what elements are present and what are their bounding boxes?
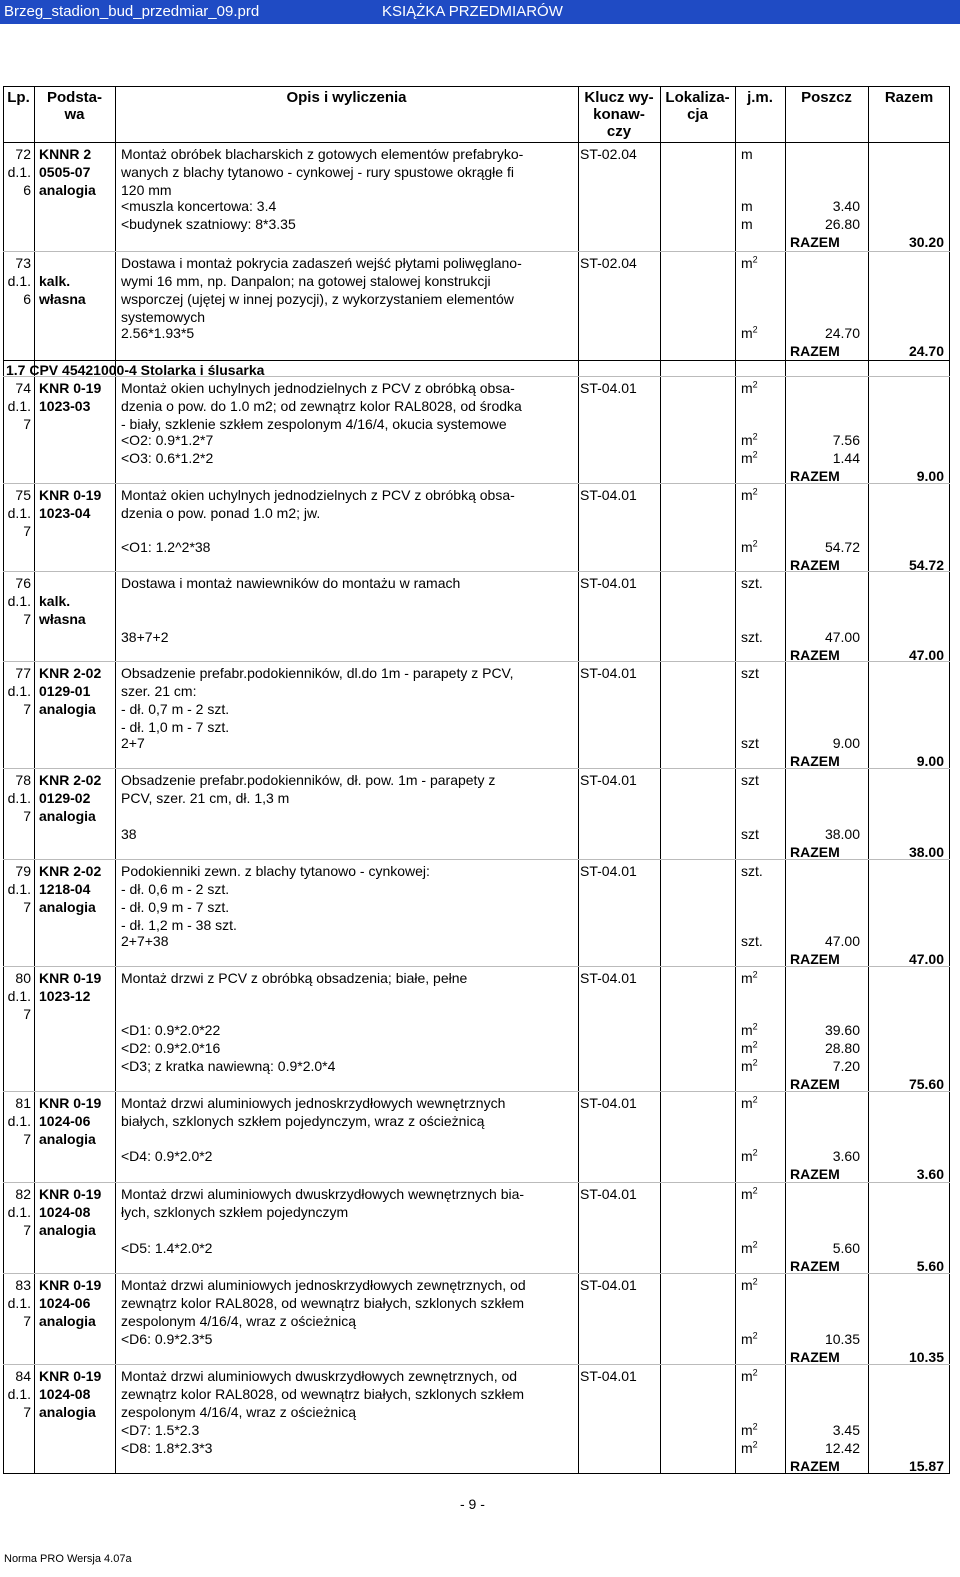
unit: $m^2$ [741,486,758,503]
item-key: ST-02.04 [580,146,637,162]
item-description: Obsadzenie prefabr.podokienników, dł. pow. 1m - parapety z PCV, szer. 21 cm, dł. 1,3 m [121,772,496,806]
header-razem: Razem [884,89,934,106]
footer-version: Norma PRO Wersja 4.07a [4,1553,132,1565]
header-poszcz: Poszcz [801,89,852,106]
item-basis: kalk. własna [39,593,86,627]
item-description: Montaż drzwi aluminiowych jednoskrzydłowych wewnętrznych białych, szklonych szkłem pojedynczym, wraz z ościeżnicą [121,1095,506,1129]
partial-quantity: 47.00 [824,933,860,949]
unit: szt [741,665,759,681]
item-description: Dostawa i montaż pokrycia zadaszeń wejść płytami poliwęglano- wymi 16 mm, np. Danpalon; na gotowej stalowej konstrukcji wsporczej (ujętej w innej pozycji), z wykorzystaniem elementów systemowych [121,255,522,325]
total-value: 15.87 [908,1458,944,1474]
unit: szt. [741,629,763,645]
col-divider [785,86,786,1474]
unit: $m^2$ [741,1057,758,1074]
item-key: ST-04.01 [580,970,637,986]
unit: szt [741,735,759,751]
total-value: 3.60 [916,1166,944,1182]
item-key: ST-04.01 [580,487,637,503]
partial-quantity: 38.00 [824,826,860,842]
item-key: ST-04.01 [580,380,637,396]
total-value: 47.00 [908,951,944,967]
total-label: RAZEM [790,844,840,860]
unit: szt. [741,863,763,879]
header-klucz: Klucz wy- konaw- czy [584,89,654,140]
item-description: 38+7+2 [121,629,169,645]
unit: $m^2$ [741,324,758,341]
row-divider [3,1091,950,1092]
total-value: 75.60 [908,1076,944,1092]
total-value: 30.20 [908,234,944,250]
total-label: RAZEM [790,1258,840,1274]
total-label: RAZEM [790,343,840,359]
item-number: 80 d.1. 7 [7,970,31,1022]
row-divider [3,1273,950,1274]
partial-quantity: 9.00 [832,735,860,751]
unit: szt [741,826,759,842]
unit: $m^2$ [741,1185,758,1202]
row-divider [3,1182,950,1183]
header-divider [3,142,950,143]
document-title: KSIĄŻKA PRZEDMIARÓW [382,3,563,20]
item-basis: KNR 2-02 1218-04 analogia [39,863,102,915]
col-divider [578,86,579,1474]
header-lokalizacja: Lokaliza- cja [665,89,730,123]
item-number: 79 d.1. 7 [7,863,31,915]
total-label: RAZEM [790,753,840,769]
unit: $m^2$ [741,1021,758,1038]
partial-quantity: 54.72 [824,539,860,555]
total-value: 9.00 [916,753,944,769]
item-description: <D7: 1.5*2.3 [121,1422,200,1438]
col-divider [34,86,35,1474]
item-basis: KNR 2-02 0129-01 analogia [39,665,102,717]
total-label: RAZEM [790,1166,840,1182]
total-value: 38.00 [908,844,944,860]
partial-quantity: 5.60 [832,1240,860,1256]
total-value: 24.70 [908,343,944,359]
item-number: 78 d.1. 7 [7,772,31,824]
item-description: <budynek szatniowy: 8*3.35 [121,216,296,232]
total-value: 9.00 [916,468,944,484]
item-description: Montaż drzwi aluminiowych dwuskrzydłowych zewnętrznych, od zewnątrz kolor RAL8028, od wewnątrz białych, szklonych szkłem zespolonym 4/16/4, wraz z ościeżnicą [121,1368,525,1420]
col-divider [735,86,736,1474]
unit: szt. [741,575,763,591]
header-opis: Opis i wyliczenia [286,89,407,106]
partial-quantity: 7.56 [832,432,860,448]
total-label: RAZEM [790,951,840,967]
unit: $m^2$ [741,1439,758,1456]
total-label: RAZEM [790,557,840,573]
item-description: <D5: 1.4*2.0*2 [121,1240,213,1256]
header-lp: Lp. [7,89,30,106]
item-description: Montaż drzwi aluminiowych jednoskrzydłowych zewnętrznych, od zewnątrz kolor RAL8028, od wewnątrz białych, szklonych szkłem zespolonym 4/16/4, wraz z ościeżnicą [121,1277,526,1329]
item-basis: KNR 0-19 1023-04 [39,487,102,521]
partial-quantity: 1.44 [832,450,860,466]
item-key: ST-04.01 [580,863,637,879]
item-number: 84 d.1. 7 [7,1368,31,1420]
item-description: 38 [121,826,137,842]
header-jm: j.m. [747,89,773,106]
unit: szt. [741,933,763,949]
item-description: <D4: 0.9*2.0*2 [121,1148,213,1164]
item-description: <muszla koncertowa: 3.4 [121,198,277,214]
item-number: 74 d.1. 7 [7,380,31,432]
partial-quantity: 47.00 [824,629,860,645]
item-description: Obsadzenie prefabr.podokienników, dl.do 1m - parapety z PCV, szer. 21 cm: - dł. 0,7 m - 2 szt. - dł. 1,0 m - 7 szt. [121,665,514,735]
item-description: <O2: 0.9*1.2*7 [121,432,214,448]
item-description: 2.56*1.93*5 [121,325,195,341]
row-divider [3,483,950,484]
item-basis: KNR 0-19 1024-08 analogia [39,1186,102,1238]
item-description: Montaż okien uchylnych jednodzielnych z PCV z obróbką obsa- dzenia o pow. ponad 1.0 m2; jw. [121,487,515,521]
item-description: <O3: 0.6*1.2*2 [121,450,214,466]
item-number: 73 d.1. 6 [7,255,31,307]
partial-quantity: 24.70 [824,325,860,341]
unit: $m^2$ [741,1276,758,1293]
page-number: - 9 - [460,1496,485,1512]
row-divider [3,571,950,572]
unit: $m^2$ [741,254,758,271]
partial-quantity: 7.20 [832,1058,860,1074]
partial-quantity: 3.60 [832,1148,860,1164]
unit: $m^2$ [741,1039,758,1056]
partial-quantity: 28.80 [824,1040,860,1056]
item-description: Montaż okien uchylnych jednodzielnych z PCV z obróbką obsa- dzenia o pow. do 1.0 m2; od zewnątrz kolor RAL8028, od środka - biały, szklenie szkłem zespolonym 4/16/4, okucia systemowe [121,380,522,432]
item-description: <D1: 0.9*2.0*22 [121,1022,221,1038]
item-description: <D3; z kratka nawiewną: 0.9*2.0*4 [121,1058,336,1074]
item-description: Montaż drzwi aluminiowych dwuskrzydłowych wewnętrznych bia- łych, szklonych szkłem pojedynczym [121,1186,525,1220]
row-divider [3,1364,950,1365]
unit: $m^2$ [741,449,758,466]
item-key: ST-04.01 [580,772,637,788]
row-divider [3,251,950,252]
total-label: RAZEM [790,234,840,250]
item-key: ST-02.04 [580,255,637,271]
item-basis: KNR 0-19 1023-03 [39,380,102,414]
unit: m [741,216,753,232]
item-number: 81 d.1. 7 [7,1095,31,1147]
section-heading: 1.7 CPV 45421000-4 Stolarka i ślusarka [6,362,265,378]
col-divider [660,86,661,1474]
total-value: 10.35 [908,1349,944,1365]
item-basis: KNNR 2 0505-07 analogia [39,146,96,198]
total-value: 47.00 [908,647,944,663]
row-divider [3,966,950,967]
partial-quantity: 12.42 [824,1440,860,1456]
item-number: 76 d.1. 7 [7,575,31,627]
unit: $m^2$ [741,1094,758,1111]
item-number: 77 d.1. 7 [7,665,31,717]
item-basis: KNR 0-19 1024-06 analogia [39,1277,102,1329]
item-key: ST-04.01 [580,1368,637,1384]
unit: m [741,146,753,162]
total-label: RAZEM [790,1076,840,1092]
partial-quantity: 3.40 [832,198,860,214]
header-podstawa: Podsta- wa [46,89,102,123]
item-basis: KNR 0-19 1023-12 [39,970,102,1004]
item-number: 75 d.1. 7 [7,487,31,539]
item-description: <D8: 1.8*2.3*3 [121,1440,213,1456]
partial-quantity: 26.80 [824,216,860,232]
item-description: <O1: 1.2^2*38 [121,539,211,555]
item-description: Dostawa i montaż nawiewników do montażu w ramach [121,575,461,591]
item-key: ST-04.01 [580,575,637,591]
unit: $m^2$ [741,1239,758,1256]
item-basis: kalk. własna [39,273,86,307]
item-number: 83 d.1. 7 [7,1277,31,1329]
unit: $m^2$ [741,1367,758,1384]
window-title-bar [0,0,960,24]
partial-quantity: 3.45 [832,1422,860,1438]
item-key: ST-04.01 [580,665,637,681]
section-divider [3,360,950,361]
unit: $m^2$ [741,1421,758,1438]
total-label: RAZEM [790,1349,840,1365]
item-key: ST-04.01 [580,1277,637,1293]
unit: $m^2$ [741,969,758,986]
unit: $m^2$ [741,379,758,396]
partial-quantity: 39.60 [824,1022,860,1038]
item-basis: KNR 0-19 1024-06 analogia [39,1095,102,1147]
item-description: Montaż drzwi z PCV z obróbką obsadzenia; białe, pełne [121,970,468,986]
item-description: <D2: 0.9*2.0*16 [121,1040,221,1056]
item-number: 82 d.1. 7 [7,1186,31,1238]
item-key: ST-04.01 [580,1186,637,1202]
item-description: <D6: 0.9*2.3*5 [121,1331,213,1347]
unit: $m^2$ [741,431,758,448]
row-divider [3,376,950,377]
partial-quantity: 10.35 [824,1331,860,1347]
item-basis: KNR 2-02 0129-02 analogia [39,772,102,824]
unit: szt [741,772,759,788]
unit: $m^2$ [741,538,758,555]
item-number: 72 d.1. 6 [7,146,31,198]
row-divider [3,661,950,662]
row-divider [3,859,950,860]
total-value: 5.60 [916,1258,944,1274]
item-basis: KNR 0-19 1024-08 analogia [39,1368,102,1420]
item-description: Podokienniki zewn. z blachy tytanowo - cynkowej: - dł. 0,6 m - 2 szt. - dł. 0,9 m - 7 szt. - dł. 1,2 m - 38 szt. [121,863,430,933]
total-label: RAZEM [790,1458,840,1474]
item-description: 2+7+38 [121,933,169,949]
unit: m [741,198,753,214]
total-value: 54.72 [908,557,944,573]
item-description: Montaż obróbek blacharskich z gotowych elementów prefabryko- wanych z blachy tytanowo - cynkowej - rury spustowe okrągłe fi 120 mm [121,146,524,198]
item-description: 2+7 [121,735,145,751]
unit: $m^2$ [741,1330,758,1347]
total-label: RAZEM [790,468,840,484]
file-name: Brzeg_stadion_bud_przedmiar_09.prd [4,3,260,20]
item-key: ST-04.01 [580,1095,637,1111]
total-label: RAZEM [790,647,840,663]
col-divider [115,86,116,1474]
row-divider [3,768,950,769]
unit: $m^2$ [741,1147,758,1164]
